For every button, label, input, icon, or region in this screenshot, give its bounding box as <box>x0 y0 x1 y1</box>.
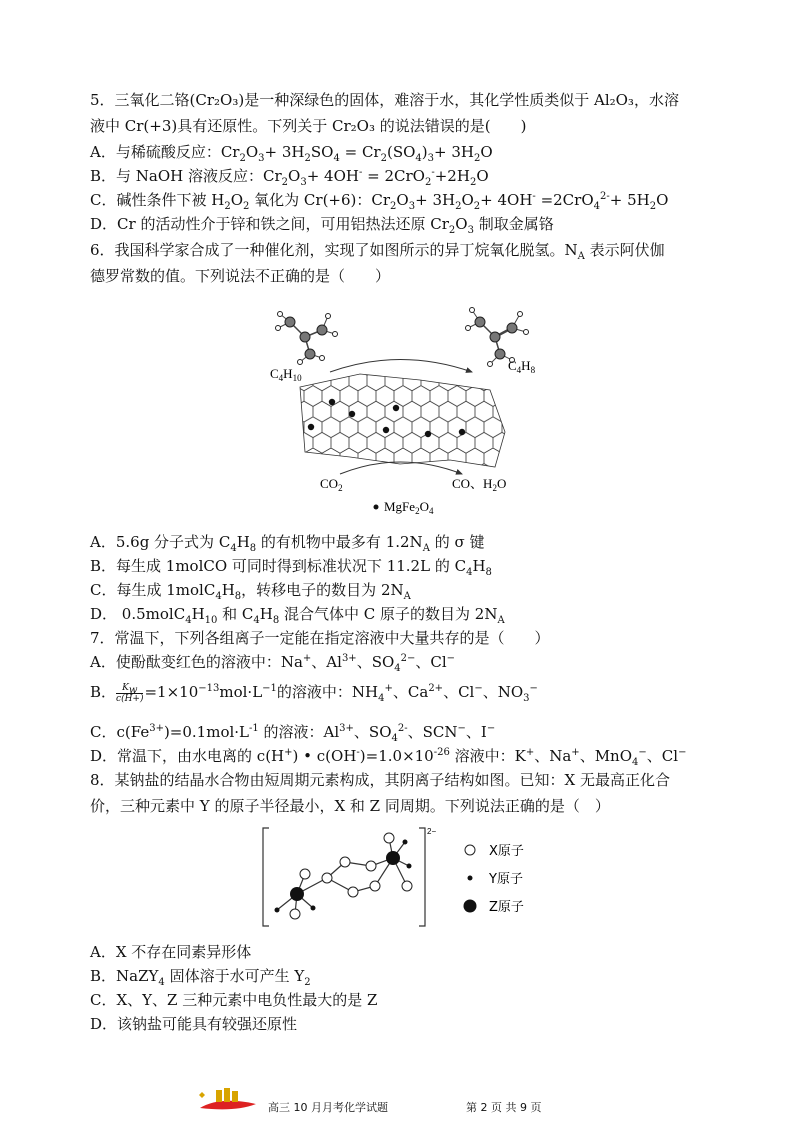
c4h10-label: $C_4H_{10}$ <box>270 366 302 383</box>
q6-option-c: C．每生成 $1molC_4H_8$，转移电子的数目为 $2N_A$ <box>90 581 411 602</box>
co-h2o-label: CO、$H_2O$ <box>452 476 507 493</box>
top-reaction-arrow <box>330 360 472 373</box>
q8-stem-line1: 8．某钠盐的结晶水合物由短周期元素构成，其阴离子结构如图。已知：X 无最高正化合 <box>90 771 670 789</box>
q8-option-d: D．该钠盐可能具有较强还原性 <box>90 1015 298 1033</box>
school-logo <box>196 1086 260 1114</box>
co2-label: $CO_2$ <box>320 476 343 493</box>
legend-y: Y原子 <box>489 872 523 887</box>
legend-z: Z原子 <box>489 900 524 915</box>
q7-option-d: D．常温下，由水电离的 c(H+) • $c(OH^-)=1.0\times 10^{-26}$ 溶液中：K+、Na+、MnO$_4$−、Cl− <box>90 747 687 768</box>
q5-option-c: C．碱性条件下被 $H_2O_2$ 氧化为 Cr(+6)：$Cr_2O_3+ 3H_2O_2+ 4OH^- =2CrO_4^{2-}+ 5H_2O$ <box>90 191 669 212</box>
q5-stem-line2: 液中 Cr(+3)具有还原性。下列关于 Cr₂O₃ 的说法错误的是( ) <box>90 117 527 135</box>
q8-stem-line2: 价，三种元素中 Y 的原子半径最小，X 和 Z 同周期。下列说法正确的是（ ） <box>90 797 610 815</box>
q5-option-a: A．与稀硫酸反应：$Cr_2O_3+ 3H_2SO_4 = Cr_2(SO_4)_3+ 3H_2O$ <box>90 143 493 164</box>
q6-stem-line1: 6．我国科学家合成了一种催化剂，实现了如图所示的异丁烷氧化脱氢。$N_A$ 表示阿伏伽 <box>90 241 665 262</box>
q5-stem-line1: 5．三氧化二铬(Cr₂O₃)是一种深绿色的固体，难溶于水，其化学性质类似于 Al₂O₃，水溶 <box>90 91 679 109</box>
x-atom-legend-icon <box>465 845 475 855</box>
anion-atoms <box>275 833 413 919</box>
q6-stem-line2: 德罗常数的值。下列说法不正确的是（ ） <box>90 267 391 285</box>
q5-option-d: D．Cr 的活动性介于锌和铁之间，可用铝热法还原 $Cr_2O_3$ 制取金属铬 <box>90 215 554 236</box>
q7-stem: 7．常温下，下列各组离子一定能在指定溶液中大量共存的是（ ） <box>90 629 550 647</box>
q5-option-b: B．与 NaOH 溶液反应：$Cr_2O_3+ 4OH^- = 2CrO_2^-+2H_2O$ <box>90 167 489 188</box>
q7-option-a: A．使酚酞变红色的溶液中：Na+、$Al^{3+}$、$SO_4^{2-}$、Cl− <box>90 653 456 674</box>
legend-dot-icon <box>374 505 379 510</box>
charge-label: 2− <box>427 827 437 836</box>
q6-option-d: D． $0.5molC_4H_{10}$ 和 $C_4H_8$ 混合气体中 C 原子的数目为 $2N_A$ <box>90 605 505 626</box>
z-atom-legend-icon <box>464 900 477 913</box>
q8-option-b: B．NaZY$_4$ 固体溶于水可产生 $Y_2$ <box>90 967 311 988</box>
c4h8-label: $C_4H_8$ <box>508 358 536 375</box>
q6-option-a: A．5.6g 分子式为 $C_4H_8$ 的有机物中最多有 $1.2N_A$ 的 σ 键 <box>90 533 485 554</box>
anion-structure-figure <box>255 822 555 932</box>
footer-page: 第 2 页 共 9 页 <box>466 1101 542 1114</box>
isobutane-molecule <box>276 312 338 365</box>
y-atom-legend-icon <box>468 876 473 881</box>
graphene-sheet <box>290 372 510 472</box>
legend-x: X原子 <box>489 844 524 859</box>
isobutene-molecule <box>466 308 529 367</box>
mgfe2o4-legend: $MgFe_2O_4$ <box>384 499 434 514</box>
q7-option-c: C．$c(Fe^{3+})=0.1mol\cdot L^{-1}$ 的溶液：$Al^{3+}$、$SO_4^{2-}$、SCN−、I− <box>90 723 496 744</box>
q7-option-b: B． $\frac{K_w}{c(H+)}$ $=1\times 10^{-13}mol\cdot L^{-1}$的溶液中：$NH_4^+$、$Ca^{2+}$、Cl−、$NO_3^-$ <box>90 682 538 704</box>
q8-option-a: A．X 不存在同素异形体 <box>90 943 252 961</box>
catalyst-figure <box>250 292 550 514</box>
q8-option-c: C．X、Y、Z 三种元素中电负性最大的是 Z <box>90 991 378 1009</box>
footer-title: 高三 10 月月考化学试题 <box>268 1101 388 1114</box>
q6-option-b: B．每生成 1molCO 可同时得到标准状况下 11.2L 的 $C_4H_8$ <box>90 557 492 578</box>
